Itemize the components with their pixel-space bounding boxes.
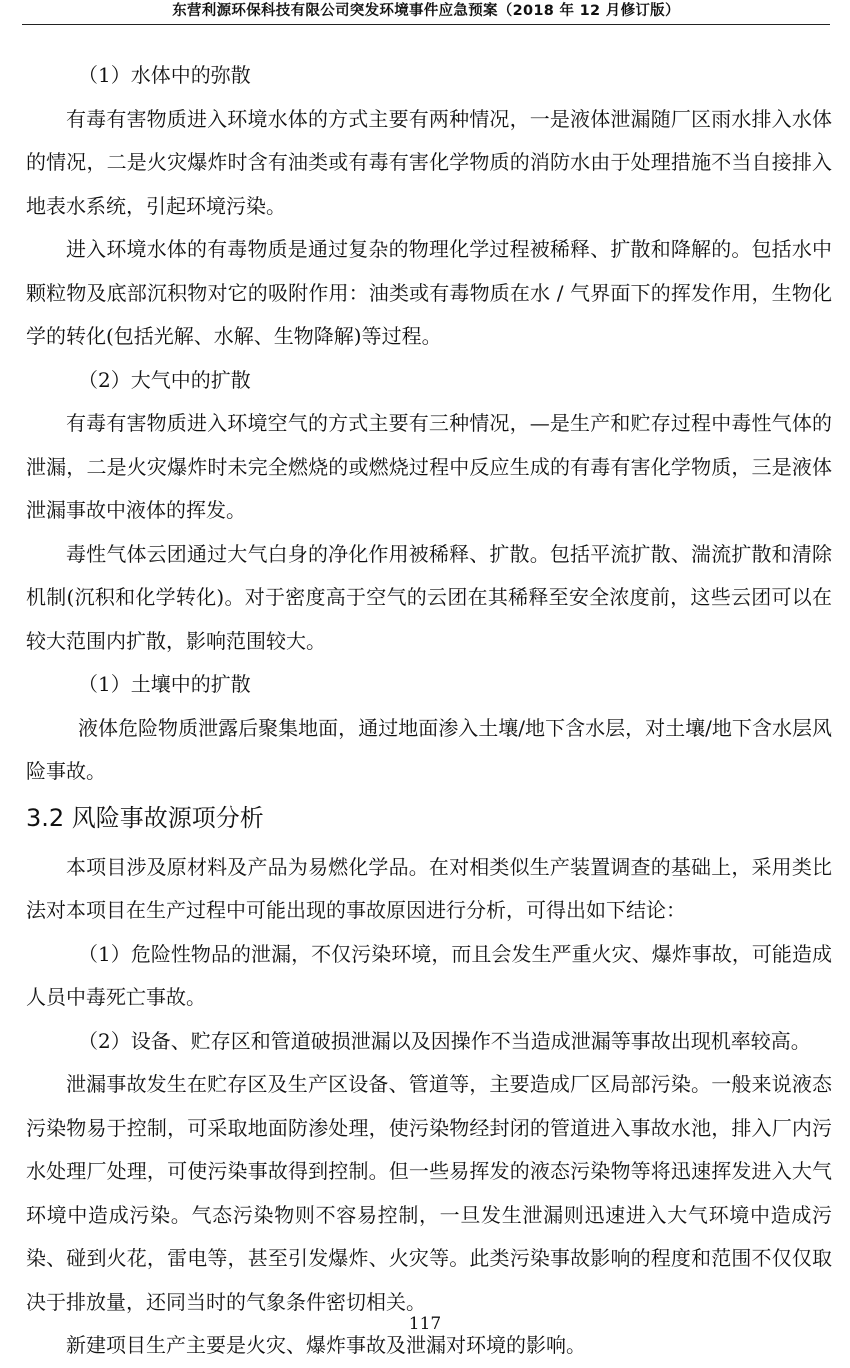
subheading-air: （2）大气中的扩散 <box>78 367 251 392</box>
paragraph: 进入环境水体的有毒物质是通过复杂的物理化学过程被稀释、扩散和降解的。包括水中颗粒物及底部沉积物对它的吸附作用：油类或有毒物质在水 / 气界面下的挥发作用，生物化学的转化(包括光解、水解、生物降解)等过程。 <box>26 237 832 348</box>
paragraph: 新建项目生产主要是火灾、爆炸事故及泄漏对环境的影响。 <box>66 1333 586 1357</box>
subheading-soil: （1）土壤中的扩散 <box>78 672 251 696</box>
section-title: 3.2 风险事故源项分析 <box>26 803 264 832</box>
page-number: 117 <box>408 1314 442 1334</box>
paragraph: 有毒有害物质进入环境水体的方式主要有两种情况，一是液体泄漏随厂区雨水排入水体的情况，二是火灾爆炸时含有油类或有毒有害化学物质的消防水由于处理措施不当自接排入地表水系统，引起环境污染。 <box>26 106 832 218</box>
paragraph: 泄漏事故发生在贮存区及生产区设备、管道等，主要造成厂区局部污染。一般来说液态污染物易于控制，可采取地面防渗处理，使污染物经封闭的管道进入事故水池，排入厂内污水处理厂处理，可使污染事故得到控制。但一些易挥发的液态污染物等将迅速挥发进入大气环境中造成污染。气态污染物则不容易控制，一旦发生泄漏则迅速进入大气环境中造成污染、碰到火花，雷电等，甚至引发爆炸、火灾等。此类污染事故影响的程度和范围不仅仅取决于排放量，还同当时的气象条件密切相关。 <box>26 1072 832 1314</box>
list-item: （2）设备、贮存区和管道破损泄漏以及因操作不当造成泄漏等事故出现机率较高。 <box>78 1028 811 1053</box>
subheading-water: （1）水体中的弥散 <box>78 63 251 87</box>
paragraph: 有毒有害物质进入环境空气的方式主要有三种情况，—是生产和贮存过程中毒性气体的泄漏，二是火灾爆炸时未完全燃烧的或燃烧过程中反应生成的有毒有害化学物质，三是液体泄漏事故中液体的挥发。 <box>26 411 832 522</box>
page-header: 东营利源环保科技有限公司突发环境事件应急预案（2018 年 12 月修订版） <box>22 0 830 25</box>
paragraph: 本项目涉及原材料及产品为易燃化学品。在对相类似生产装置调查的基础上，采用类比法对本项目在生产过程中可能出现的事故原因进行分析，可得出如下结论： <box>26 854 832 922</box>
paragraph: 液体危险物质泄露后聚集地面，通过地面渗入土壤/地下含水层，对土壤/地下含水层风险事故。 <box>26 715 832 783</box>
list-item: （1）危险性物品的泄漏，不仅污染环境，而且会发生严重火灾、爆炸事故，可能造成人员中毒死亡事故。 <box>26 941 832 1009</box>
paragraph: 毒性气体云团通过大气白身的净化作用被稀释、扩散。包括平流扩散、湍流扩散和清除机制(沉积和化学转化)。对于密度高于空气的云团在其稀释至安全浓度前，这些云团可以在较大范围内扩散，影响范围较大。 <box>26 541 832 653</box>
document-body <box>26 54 832 1368</box>
